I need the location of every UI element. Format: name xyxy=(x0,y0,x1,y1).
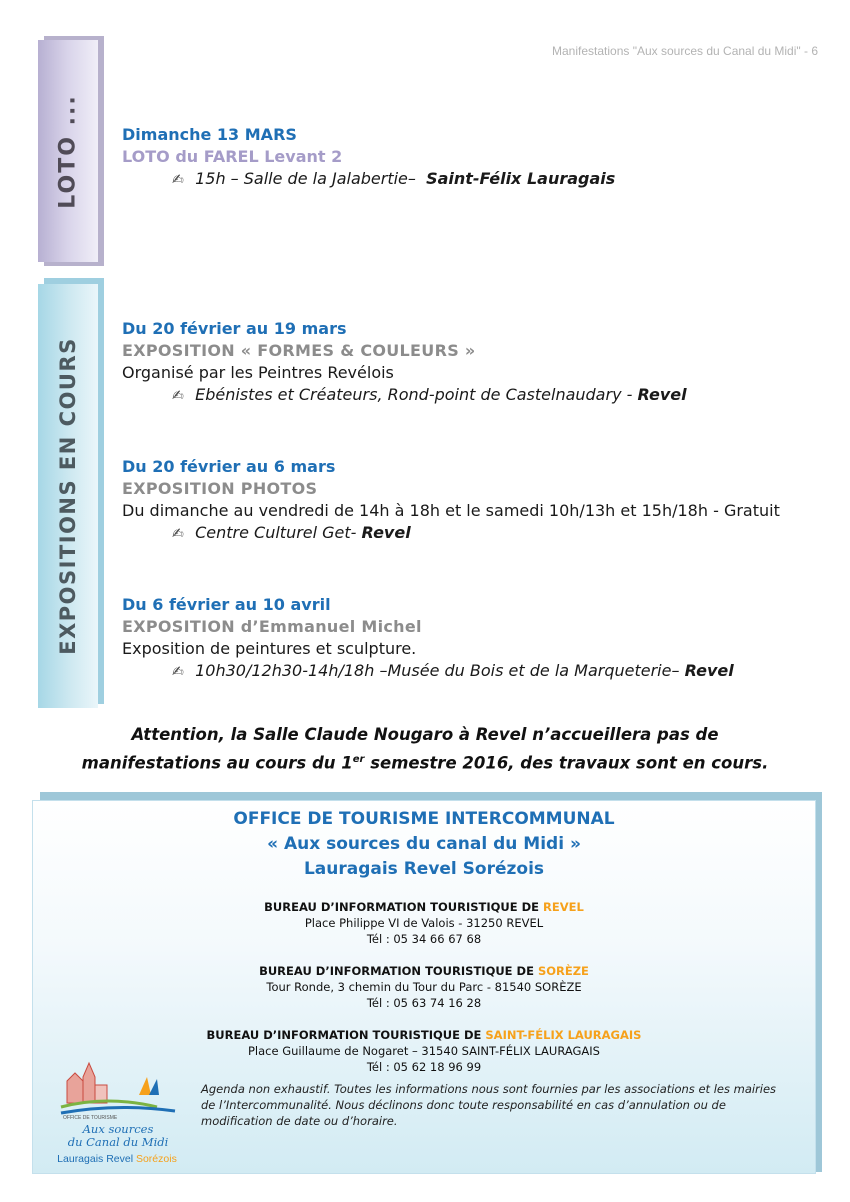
event-title: EXPOSITION PHOTOS xyxy=(122,479,318,498)
logo-region-b: Sorézois xyxy=(135,1153,177,1165)
logo-small-text: OFFICE DE TOURISME xyxy=(63,1115,118,1121)
tourism-logo xyxy=(47,1033,187,1165)
notice-line-2 xyxy=(0,747,850,776)
location-text: 15h – Salle de la Jalabertie– xyxy=(195,169,416,188)
location-text: Centre Culturel Get- xyxy=(195,523,357,542)
bureau-phone: Tél : 05 63 74 16 28 xyxy=(366,996,482,1010)
event-date: Du 6 février au 10 avril xyxy=(122,595,331,614)
logo-text xyxy=(53,1123,183,1149)
logo-region-a: Lauragais Revel xyxy=(57,1153,136,1165)
hand-pointer-icon: ✍ xyxy=(172,526,184,542)
event-date: Du 20 février au 6 mars xyxy=(122,457,336,476)
bureau-soreze xyxy=(33,963,815,1011)
notice-line-1: Attention, la Salle Claude Nougaro à Revel n’accueillera pas de xyxy=(131,725,719,744)
bureau-label: BUREAU D’INFORMATION TOURISTIQUE DE xyxy=(259,964,538,978)
expo-event-1 xyxy=(122,318,687,407)
bureau-revel xyxy=(33,899,815,947)
expo-event-3 xyxy=(122,594,734,683)
location-city: Revel xyxy=(361,523,411,542)
event-title: EXPOSITION « FORMES & COULEURS » xyxy=(122,341,476,360)
logo-region xyxy=(47,1153,187,1165)
event-location xyxy=(122,168,615,191)
bureau-phone: Tél : 05 34 66 67 68 xyxy=(366,932,482,946)
bureau-label: BUREAU D’INFORMATION TOURISTIQUE DE xyxy=(206,1028,486,1042)
expositions-tab-label: EXPOSITIONS EN COURS xyxy=(56,337,80,655)
bureau-place: SAINT-FÉLIX LAURAGAIS xyxy=(485,1028,642,1042)
event-location xyxy=(122,660,734,683)
bureau-address: Tour Ronde, 3 chemin du Tour du Parc - 81540 SORÈZE xyxy=(266,980,582,994)
location-text: 10h30/12h30-14h/18h –Musée du Bois et de la Marqueterie– xyxy=(195,661,680,680)
hand-pointer-icon: ✍ xyxy=(172,664,184,680)
event-description: Du dimanche au vendredi de 14h à 18h et le samedi 10h/13h et 15h/18h - Gratuit xyxy=(122,501,780,520)
event-description: Exposition de peintures et sculpture. xyxy=(122,639,417,658)
hand-pointer-icon: ✍ xyxy=(172,172,184,188)
expositions-tab xyxy=(38,284,98,708)
page-header: Manifestations "Aux sources du Canal du Midi" - 6 xyxy=(552,44,818,58)
closure-notice xyxy=(0,722,850,776)
logo-line-1: Aux sources xyxy=(82,1122,154,1136)
bureau-label: BUREAU D’INFORMATION TOURISTIQUE DE xyxy=(264,900,544,914)
location-city: Revel xyxy=(637,385,687,404)
office-box xyxy=(32,800,816,1174)
bureau-phone: Tél : 05 62 18 96 99 xyxy=(366,1060,482,1074)
logo-line-2: du Canal du Midi xyxy=(67,1135,169,1149)
hand-pointer-icon: ✍ xyxy=(172,388,184,404)
office-region: Lauragais Revel Sorézois xyxy=(303,859,545,879)
loto-event xyxy=(122,124,615,191)
event-location xyxy=(122,384,687,407)
notice-line-2-end: semestre 2016, des travaux sont en cours. xyxy=(364,753,769,773)
bureau-address: Place Philippe VI de Valois - 31250 REVEL xyxy=(304,916,544,930)
bureau-place: REVEL xyxy=(543,900,584,914)
office-title: OFFICE DE TOURISME INTERCOMMUNAL xyxy=(233,809,615,829)
bureau-place: SORÈZE xyxy=(537,964,589,978)
event-title: LOTO du FAREL Levant 2 xyxy=(122,147,343,166)
logo-icon xyxy=(47,1033,187,1123)
notice-line-2-start: manifestations au cours du 1 xyxy=(81,753,353,773)
location-city: Saint-Félix Lauragais xyxy=(426,169,616,188)
event-location xyxy=(122,522,780,545)
event-title: EXPOSITION d’Emmanuel Michel xyxy=(122,617,422,636)
event-date: Dimanche 13 MARS xyxy=(122,125,297,144)
office-subtitle: « Aux sources du canal du Midi » xyxy=(267,834,581,854)
loto-tab-label: LOTO ... xyxy=(55,93,81,209)
notice-sup: er xyxy=(352,754,365,765)
location-city: Revel xyxy=(684,661,734,680)
expo-event-2 xyxy=(122,456,780,545)
disclaimer: Agenda non exhaustif. Toutes les informations nous sont fournies par les associations et les mairies de l’Intercommunalité. Nous déclinons donc toute responsabilité en cas d’annulation ou de modification de date ou d’horaire. xyxy=(201,1082,777,1128)
location-text: Ebénistes et Créateurs, Rond-point de Castelnaudary - xyxy=(195,385,633,404)
event-description: Organisé par les Peintres Revélois xyxy=(122,363,394,382)
bureau-address: Place Guillaume de Nogaret – 31540 SAINT-FÉLIX LAURAGAIS xyxy=(248,1044,600,1058)
event-date: Du 20 février au 19 mars xyxy=(122,319,347,338)
loto-tab xyxy=(38,40,98,262)
